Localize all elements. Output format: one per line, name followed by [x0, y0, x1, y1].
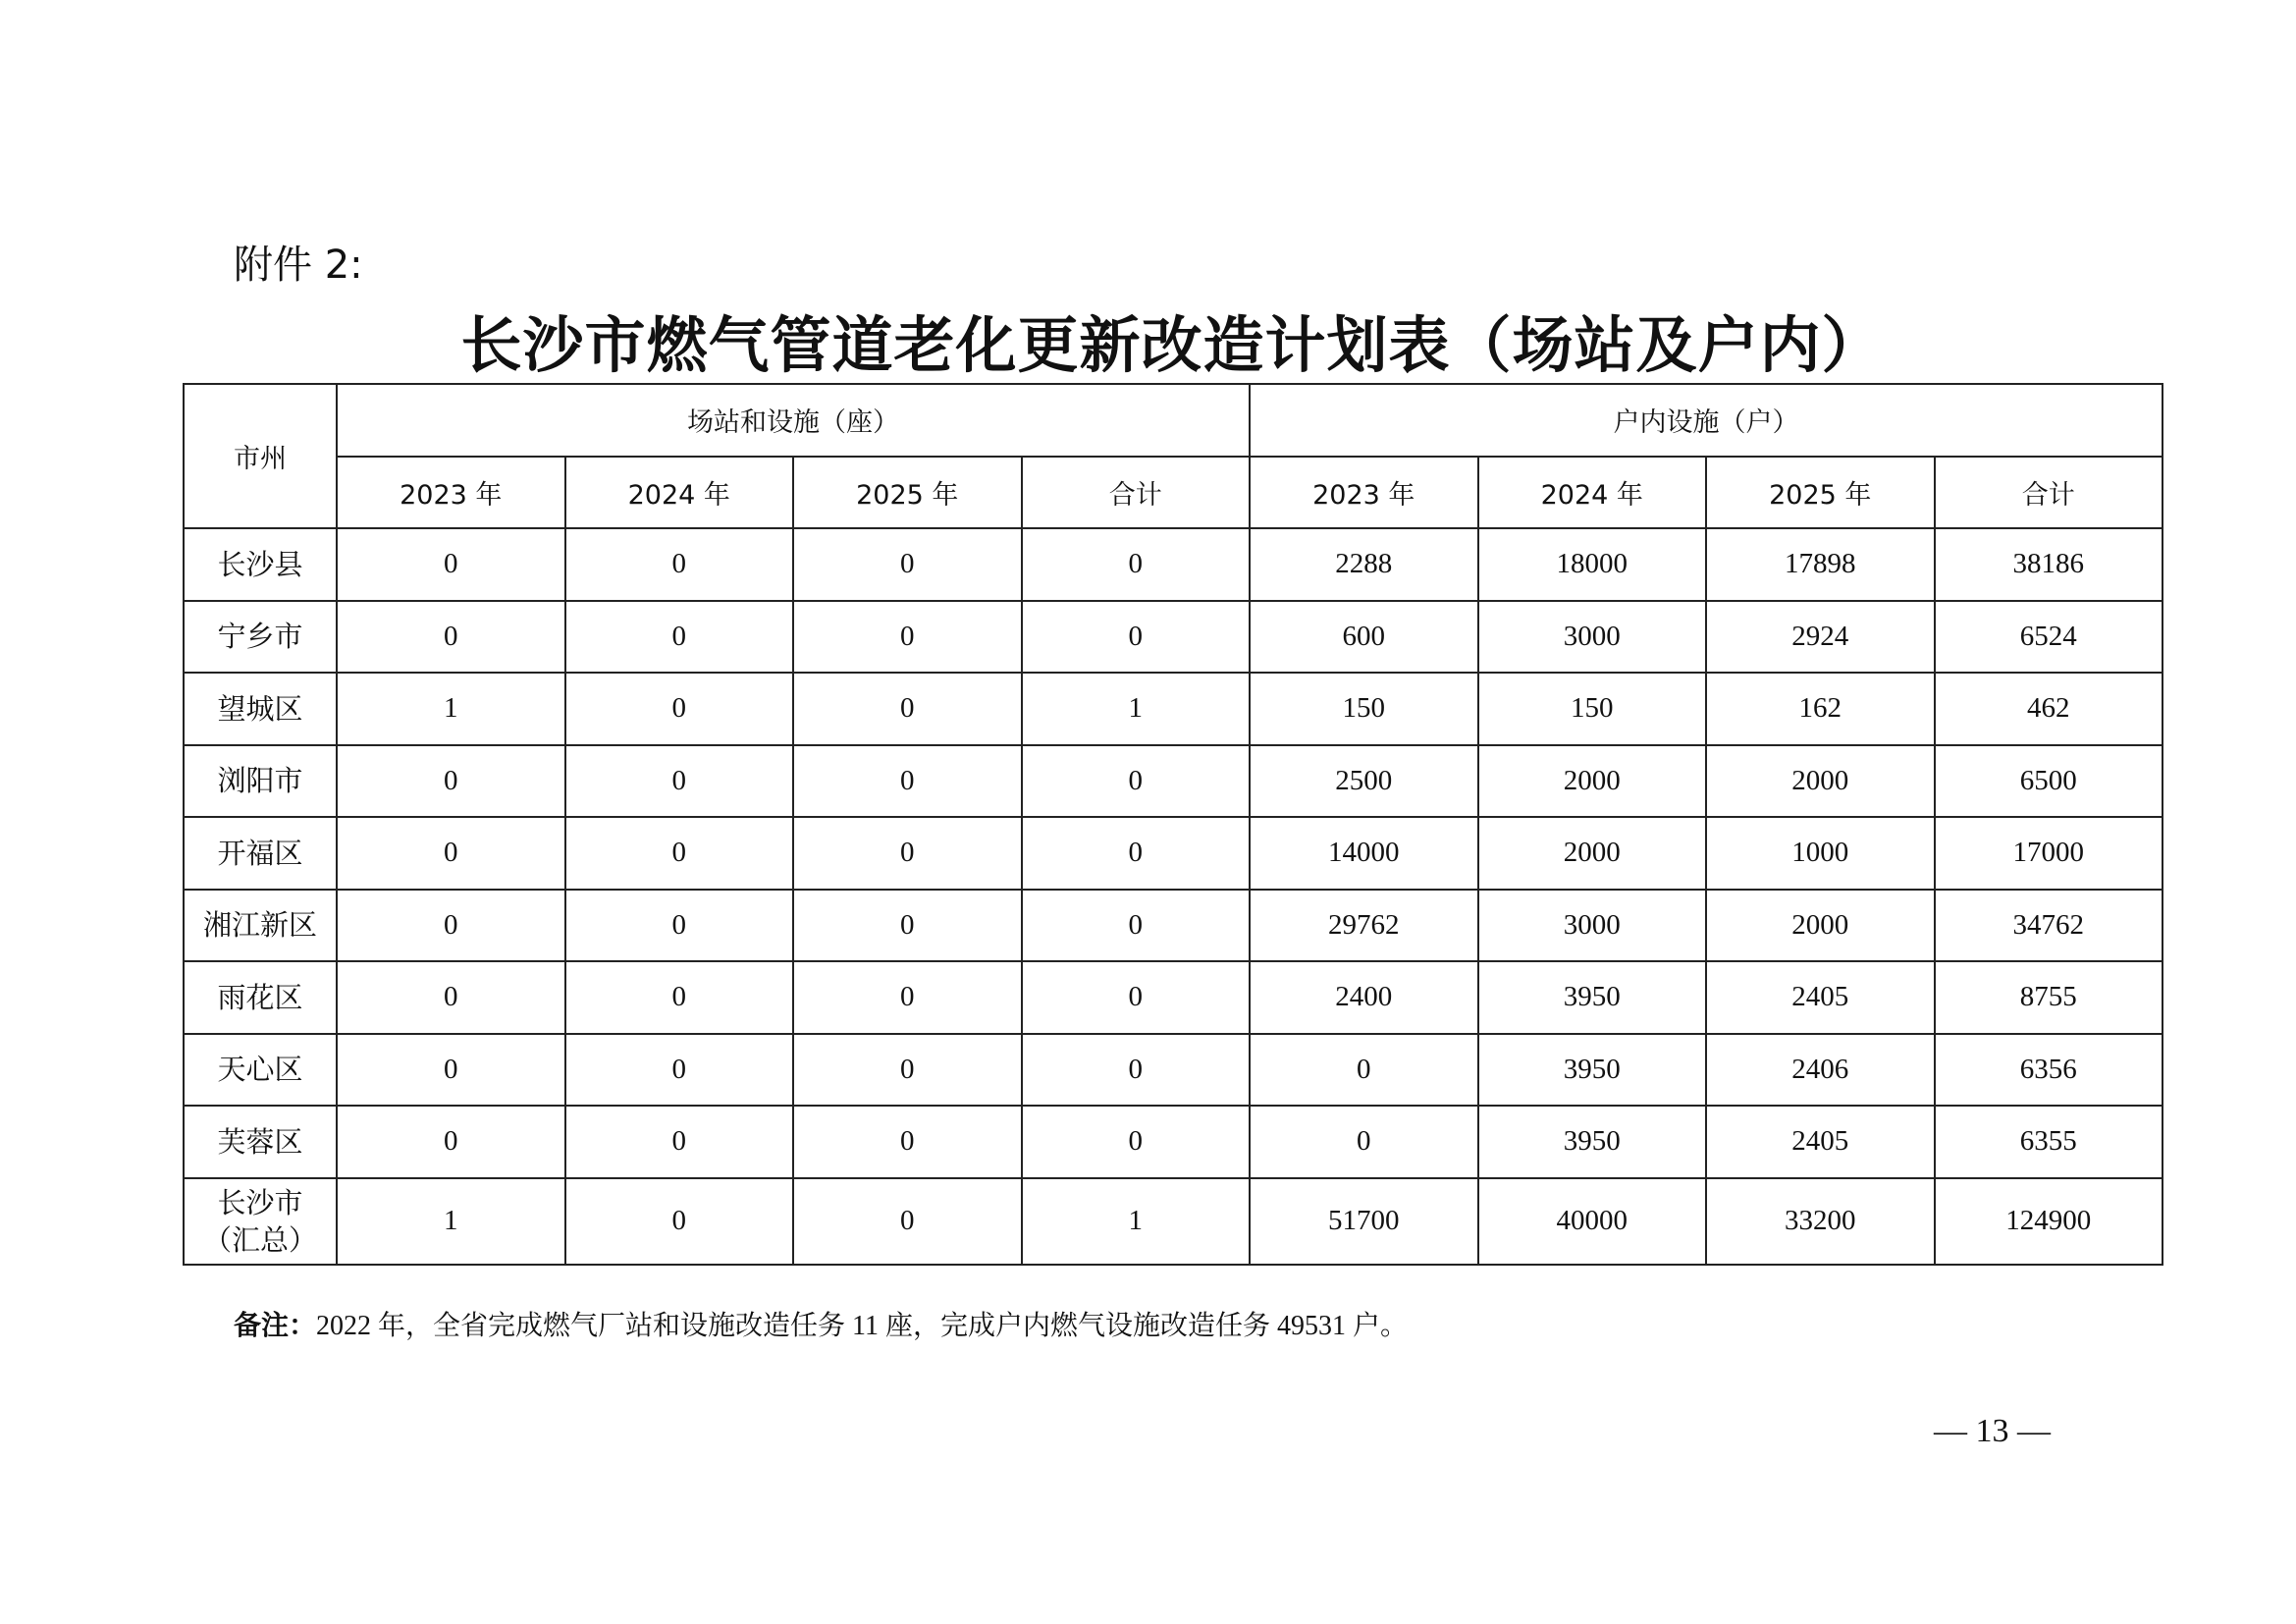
footnote-text: 2022 年，全省完成燃气厂站和设施改造任务 11 座，完成户内燃气设施改造任务 49531 户。	[316, 1311, 1408, 1341]
cell-indoor-2024: 150	[1478, 673, 1707, 745]
cell-indoor-2024: 3950	[1478, 1106, 1707, 1178]
table-row	[184, 961, 2163, 1034]
footnote	[234, 1306, 1408, 1346]
table-row	[184, 673, 2163, 745]
cell-indoor-total: 17000	[1935, 817, 2163, 890]
cell-indoor-total: 6356	[1935, 1034, 2163, 1107]
cell-station-2023: 0	[337, 1034, 565, 1107]
header-row-group	[184, 384, 2163, 457]
cell-indoor-2023: 600	[1250, 601, 1478, 674]
header-indoor-2025: 2025 年	[1706, 457, 1935, 529]
header-indoor-2024: 2024 年	[1478, 457, 1707, 529]
row-district-name: 浏阳市	[184, 745, 337, 818]
table-row-total	[184, 1178, 2163, 1265]
cell-station-2024: 0	[565, 961, 794, 1034]
renovation-plan-table	[183, 383, 2163, 1266]
cell-indoor-2025: 17898	[1706, 528, 1935, 601]
cell-station-2023: 1	[337, 673, 565, 745]
cell-station-2025: 0	[793, 601, 1022, 674]
cell-total-indoor-2023: 51700	[1250, 1178, 1478, 1265]
cell-indoor-total: 6355	[1935, 1106, 2163, 1178]
cell-indoor-2025: 2000	[1706, 745, 1935, 818]
cell-station-2024: 0	[565, 1106, 794, 1178]
cell-indoor-total: 6500	[1935, 745, 2163, 818]
cell-station-2023: 0	[337, 601, 565, 674]
cell-indoor-2023: 2400	[1250, 961, 1478, 1034]
cell-station-total: 0	[1022, 817, 1251, 890]
cell-indoor-2023: 0	[1250, 1034, 1478, 1107]
header-row-years	[184, 457, 2163, 529]
cell-station-2025: 0	[793, 890, 1022, 962]
cell-station-2025: 0	[793, 673, 1022, 745]
cell-station-2025: 0	[793, 961, 1022, 1034]
cell-indoor-2023: 14000	[1250, 817, 1478, 890]
header-indoor-total: 合计	[1935, 457, 2163, 529]
table-row	[184, 817, 2163, 890]
row-district-name: 望城区	[184, 673, 337, 745]
cell-station-2025: 0	[793, 528, 1022, 601]
footnote-label: 备注：	[234, 1309, 317, 1341]
cell-station-2024: 0	[565, 673, 794, 745]
cell-indoor-total: 462	[1935, 673, 2163, 745]
cell-indoor-2023: 150	[1250, 673, 1478, 745]
cell-station-total: 1	[1022, 673, 1251, 745]
header-station-2025: 2025 年	[793, 457, 1022, 529]
cell-station-2025: 0	[793, 817, 1022, 890]
cell-station-total: 0	[1022, 1034, 1251, 1107]
row-district-name: 湘江新区	[184, 890, 337, 962]
header-station-2023: 2023 年	[337, 457, 565, 529]
cell-total-station-2023: 1	[337, 1178, 565, 1265]
cell-station-2025: 0	[793, 1106, 1022, 1178]
cell-total-station-total: 1	[1022, 1178, 1251, 1265]
header-station-2024: 2024 年	[565, 457, 794, 529]
table-row	[184, 745, 2163, 818]
cell-station-2023: 0	[337, 961, 565, 1034]
table-row	[184, 1106, 2163, 1178]
header-group-station: 场站和设施（座）	[337, 384, 1250, 457]
cell-station-2024: 0	[565, 817, 794, 890]
cell-total-indoor-total: 124900	[1935, 1178, 2163, 1265]
cell-indoor-2024: 18000	[1478, 528, 1707, 601]
cell-total-indoor-2024: 40000	[1478, 1178, 1707, 1265]
cell-indoor-2024: 2000	[1478, 745, 1707, 818]
cell-station-total: 0	[1022, 1106, 1251, 1178]
cell-station-2023: 0	[337, 817, 565, 890]
cell-station-2024: 0	[565, 745, 794, 818]
row-district-name: 天心区	[184, 1034, 337, 1107]
document-title: 长沙市燃气管道老化更新改造计划表（场站及户内）	[460, 309, 1884, 381]
cell-station-2024: 0	[565, 601, 794, 674]
row-district-name: 雨花区	[184, 961, 337, 1034]
cell-indoor-2025: 2405	[1706, 1106, 1935, 1178]
cell-station-total: 0	[1022, 890, 1251, 962]
header-station-total: 合计	[1022, 457, 1251, 529]
cell-indoor-2025: 2000	[1706, 890, 1935, 962]
header-group-indoor: 户内设施（户）	[1250, 384, 2163, 457]
cell-station-2025: 0	[793, 1034, 1022, 1107]
attachment-label: 附件 2:	[234, 243, 363, 288]
cell-indoor-total: 6524	[1935, 601, 2163, 674]
page-number: — 13 —	[1934, 1413, 2051, 1449]
cell-station-2024: 0	[565, 528, 794, 601]
table-row	[184, 601, 2163, 674]
cell-indoor-2024: 3000	[1478, 601, 1707, 674]
cell-station-2025: 0	[793, 745, 1022, 818]
cell-indoor-2024: 3000	[1478, 890, 1707, 962]
cell-station-total: 0	[1022, 528, 1251, 601]
cell-indoor-total: 8755	[1935, 961, 2163, 1034]
cell-indoor-2023: 2288	[1250, 528, 1478, 601]
header-indoor-2023: 2023 年	[1250, 457, 1478, 529]
cell-total-station-2025: 0	[793, 1178, 1022, 1265]
cell-indoor-2025: 2406	[1706, 1034, 1935, 1107]
cell-indoor-2024: 3950	[1478, 961, 1707, 1034]
cell-station-2023: 0	[337, 890, 565, 962]
table-row	[184, 1034, 2163, 1107]
table-row	[184, 890, 2163, 962]
cell-station-2024: 0	[565, 890, 794, 962]
cell-indoor-2025: 2405	[1706, 961, 1935, 1034]
cell-station-2023: 0	[337, 528, 565, 601]
row-district-name: 开福区	[184, 817, 337, 890]
cell-indoor-2023: 0	[1250, 1106, 1478, 1178]
cell-station-2023: 0	[337, 1106, 565, 1178]
cell-indoor-2024: 2000	[1478, 817, 1707, 890]
header-city: 市州	[184, 384, 337, 528]
cell-indoor-2025: 162	[1706, 673, 1935, 745]
cell-indoor-total: 34762	[1935, 890, 2163, 962]
cell-station-2024: 0	[565, 1034, 794, 1107]
row-total-name	[184, 1178, 337, 1265]
cell-indoor-2023: 2500	[1250, 745, 1478, 818]
cell-station-2023: 0	[337, 745, 565, 818]
cell-indoor-total: 38186	[1935, 528, 2163, 601]
cell-total-station-2024: 0	[565, 1178, 794, 1265]
cell-indoor-2025: 2924	[1706, 601, 1935, 674]
cell-station-total: 0	[1022, 745, 1251, 818]
table-row	[184, 528, 2163, 601]
cell-indoor-2024: 3950	[1478, 1034, 1707, 1107]
cell-station-total: 0	[1022, 601, 1251, 674]
row-total-name-line1: 长沙市	[217, 1185, 303, 1219]
cell-indoor-2025: 1000	[1706, 817, 1935, 890]
cell-total-indoor-2025: 33200	[1706, 1178, 1935, 1265]
row-district-name: 长沙县	[184, 528, 337, 601]
row-total-name-line2: （汇总）	[202, 1222, 317, 1257]
row-district-name: 芙蓉区	[184, 1106, 337, 1178]
cell-indoor-2023: 29762	[1250, 890, 1478, 962]
row-district-name: 宁乡市	[184, 601, 337, 674]
cell-station-total: 0	[1022, 961, 1251, 1034]
